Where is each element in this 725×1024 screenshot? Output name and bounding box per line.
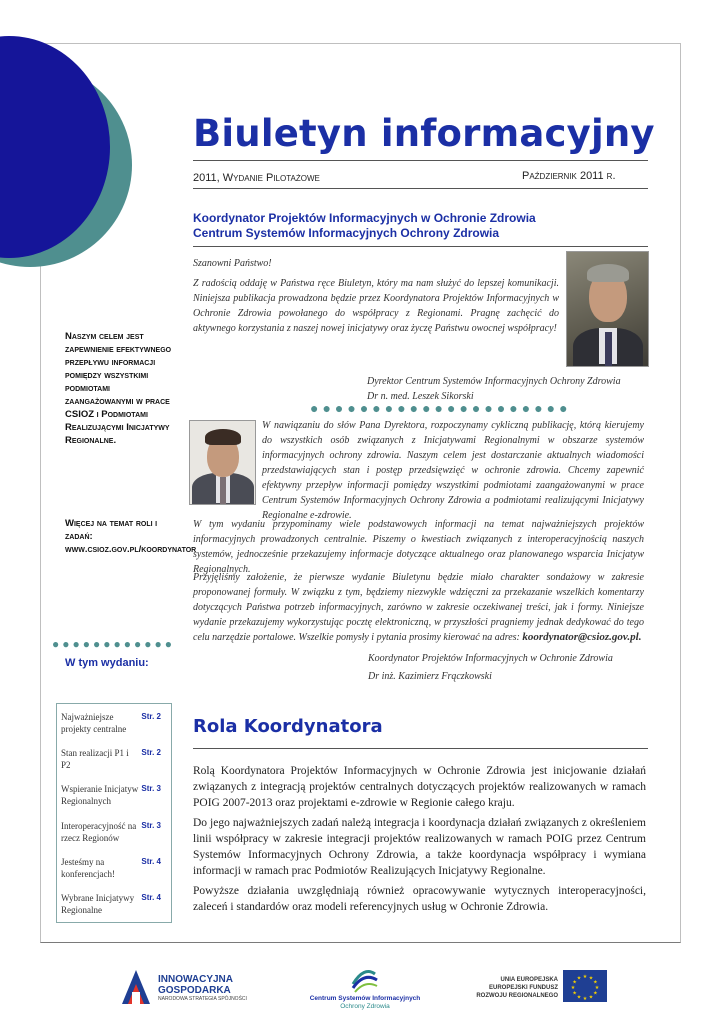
issue-date: Październik 2011 r. <box>522 170 616 182</box>
logo1-line-3: NARODOWA STRATEGIA SPÓJNOŚCI <box>158 996 247 1002</box>
toc-item[interactable] <box>61 820 167 844</box>
toc-item-page: Str. 4 <box>141 893 161 902</box>
org-rule <box>193 246 648 247</box>
logo1-text <box>158 974 247 1003</box>
toc-item-page: Str. 3 <box>141 821 161 830</box>
toc-item[interactable] <box>61 747 167 771</box>
svg-text:★: ★ <box>582 996 588 1002</box>
svg-text:★: ★ <box>570 985 576 991</box>
toc-item-page: Str. 2 <box>141 712 161 721</box>
svg-text:★: ★ <box>576 975 582 982</box>
sidebar-dotted-separator: ●●●●●●●●●●●● <box>52 637 175 651</box>
subtitle-rule <box>193 188 648 189</box>
csioz-logo <box>305 962 425 1012</box>
svg-text:★: ★ <box>572 979 577 986</box>
sidebar-more-info: Więcej na temat roli i zadań: www.csioz.gov.pl/koordynator <box>65 518 197 555</box>
letter2-sign-name: Dr inż. Kazimierz Frączkowski <box>368 671 492 682</box>
letter1-text: Z radością oddaję w Państwa ręce Biuletyn, który ma nam służyć do lepszej komunikacji. Niniejsza publikacja prowadzona będzie przez Koordynatora Projektów Informacyjnych w Ochronie Zdrowia powołanego do współpracy z Regionami. Pragnę zachęcić do aktywnego korzystania z naszej nowej inicjatywy oraz życzę Państwu owocnej współpracy! <box>193 278 559 334</box>
toc-title: W tym wydaniu: <box>65 657 149 669</box>
toc-item[interactable] <box>61 892 167 916</box>
eu-flag-icon <box>563 970 607 1002</box>
toc-item[interactable] <box>61 856 167 880</box>
svg-text:★: ★ <box>593 979 598 986</box>
section-paragraph-1: Rolą Koordynatora Projektów Informacyjnych w Ochronie Zdrowia jest inicjowanie działań związanych z integracją projektów centralnych dotyczących projektów realizowanych w ramach POIG 2007-2013 oraz projektami e-zdrowie w Regionie całego kraju. <box>193 765 646 809</box>
logo2-line-1: Centrum Systemów Informacyjnych <box>309 995 421 1002</box>
letter2-paragraph-2: W tym wydaniu przypominamy wiele podstawowych informacji na temat najważniejszych projektów informacyjnych prowadzonych centralnie. Piszemy o kwestiach związanych z interoperacyjnością naszych systemów, jednocześnie przekazujemy informacje dotyczące aktualnego oraz planowanego wsparcia Inicjatyw Regionalnych. <box>193 519 644 575</box>
letter1-sign-name: Dr n. med. Leszek Sikorski <box>367 391 474 402</box>
svg-text:★: ★ <box>582 974 588 980</box>
logo2-line-2: Ochrony Zdrowia <box>340 1003 390 1010</box>
edition-label: 2011, Wydanie Pilotażowe <box>193 172 320 184</box>
org-line-2: Centrum Systemów Informacyjnych Ochrony Zdrowia <box>193 226 500 240</box>
toc-item-page: Str. 4 <box>141 857 161 866</box>
coordinator-photo <box>189 420 256 505</box>
innovative-economy-icon <box>118 966 154 1006</box>
toc-item-label: Stan realizacji P1 i P2 <box>61 748 129 770</box>
toc-item-label: Jesteśmy na konferencjach! <box>61 857 115 879</box>
title-rule <box>193 160 648 161</box>
newsletter-title: Biuletyn informacyjny <box>193 112 655 155</box>
dotted-separator: ●●●●●●●●●●●●●●●●●●●●● <box>310 402 572 417</box>
logo1-line-2: GOSPODARKA <box>158 985 231 996</box>
section-paragraph-2: Do jego najważniejszych zadań należą integracja i koordynacja działań związanych z określeniem linii współpracy w zakresie integracji projektów realizowanych w ramach POIG przez Centrum Systemów Informacyjnych Ochrony Zdrowia, a także koordynacja współpracy i wymiana informacji w ramach prac Podmiotów Realizujących Inicjatywy Regionalne. <box>193 817 646 877</box>
org-line-1: Koordynator Projektów Informacyjnych w Ochronie Zdrowia <box>193 211 536 225</box>
toc-item-page: Str. 2 <box>141 748 161 757</box>
logo3-text <box>468 976 558 1000</box>
letter2-sign-role: Koordynator Projektów Informacyjnych w Ochronie Zdrowia <box>368 653 613 664</box>
letter2-paragraph-3 <box>193 570 644 645</box>
toc-item[interactable] <box>61 711 167 735</box>
svg-text:★: ★ <box>588 994 594 1001</box>
greeting: Szanowni Państwo! <box>193 258 272 269</box>
svg-text:★: ★ <box>572 990 577 997</box>
toc-item-label: Najważniejsze projekty centralne <box>61 712 127 734</box>
toc-item-label: Wybrane Inicjatywy Regionalne <box>61 893 135 915</box>
svg-text:★: ★ <box>588 975 594 982</box>
svg-text:★: ★ <box>594 985 600 991</box>
logo3-line-3: ROZWOJU REGIONALNEGO <box>476 993 558 999</box>
table-of-contents <box>56 703 172 923</box>
section-paragraph-3: Powyższe działania uwzględniają również opracowywanie wytycznych interoperacyjności, zaleceń i standardów oraz modeli referencyjnych usług w Ochronie Zdrowia. <box>193 885 646 913</box>
director-photo <box>566 251 649 367</box>
letter2-paragraph-3-text: Przyjęliśmy założenie, że pierwsze wydanie Biuletynu będzie miało charakter sondażowy w zakresie proponowanej formuły. W związku z tym, będziemy niezwykle wdzięczni za przekazanie wszelkich komentarzy dotyczących Państwa potrzeb informacyjnych, zarówno w zakresie oczekiwanej treści, jak i formy. Niniejsze wydanie przekazujemy wykorzystując pocztę elektroniczną, w przyszłości pragniemy jednak dedykować do tego celu narzędzie portalowe. Wszelkie pomysły i pytania prosimy kierować na adres: <box>193 572 644 643</box>
toc-item-label: Wspieranie Inicjatyw Regionalnych <box>61 784 139 806</box>
contact-email[interactable]: koordynator@csioz.gov.pl. <box>522 631 642 643</box>
logo1-line-1: INNOWACYJNA <box>158 974 234 985</box>
eu-logo <box>468 962 608 1012</box>
logo3-line-2: EUROPEJSKI FUNDUSZ <box>488 985 558 991</box>
toc-item-label: Interoperacyjność na rzecz Regionów <box>61 821 137 843</box>
logo2-text <box>305 995 425 1011</box>
section-title: Rola Koordynatora <box>193 716 383 737</box>
svg-text:★: ★ <box>593 990 598 997</box>
svg-text:★: ★ <box>576 994 582 1001</box>
org-heading <box>193 211 536 241</box>
letter2-paragraph-1: W nawiązaniu do słów Pana Dyrektora, rozpoczynamy cykliczną publikację, którą kierujemy do wszystkich osób związanych z Inicjatywami Regionalnymi w obszarze systemów informacyjnych ochrony zdrowia. Naszym celem jest dostarczanie aktualnych wiadomości przedstawiających stan i postęp przedsięwzięć w ochronie zdrowia. Chcemy zapewnić efektywny przepływ informacji pomiędzy wszystkimi podmiotami zaangażowanymi w prace Centrum Systemów Informacyjnych Ochrony Zdrowia a podmiotami realizującymi Inicjatywy Regionalne e-zdrowie. <box>262 420 644 521</box>
csioz-icon <box>349 964 379 994</box>
section-rule <box>193 748 648 749</box>
innovative-economy-logo <box>118 962 248 1012</box>
sidebar-quote: Naszym celem jest zapewnienie efektywnego przepływu informacji pomiędzy wszystkimi podmiotami zaangażowanymi w prace CSIOZ i Podmiotami Realizującymi Inicjatywy Regionalne. <box>65 331 172 446</box>
letter1-sign-role: Dyrektor Centrum Systemów Informacyjnych Ochrony Zdrowia <box>367 376 621 387</box>
toc-item[interactable] <box>61 783 167 807</box>
toc-item-page: Str. 3 <box>141 784 161 793</box>
logo3-line-1: UNIA EUROPEJSKA <box>500 977 558 983</box>
